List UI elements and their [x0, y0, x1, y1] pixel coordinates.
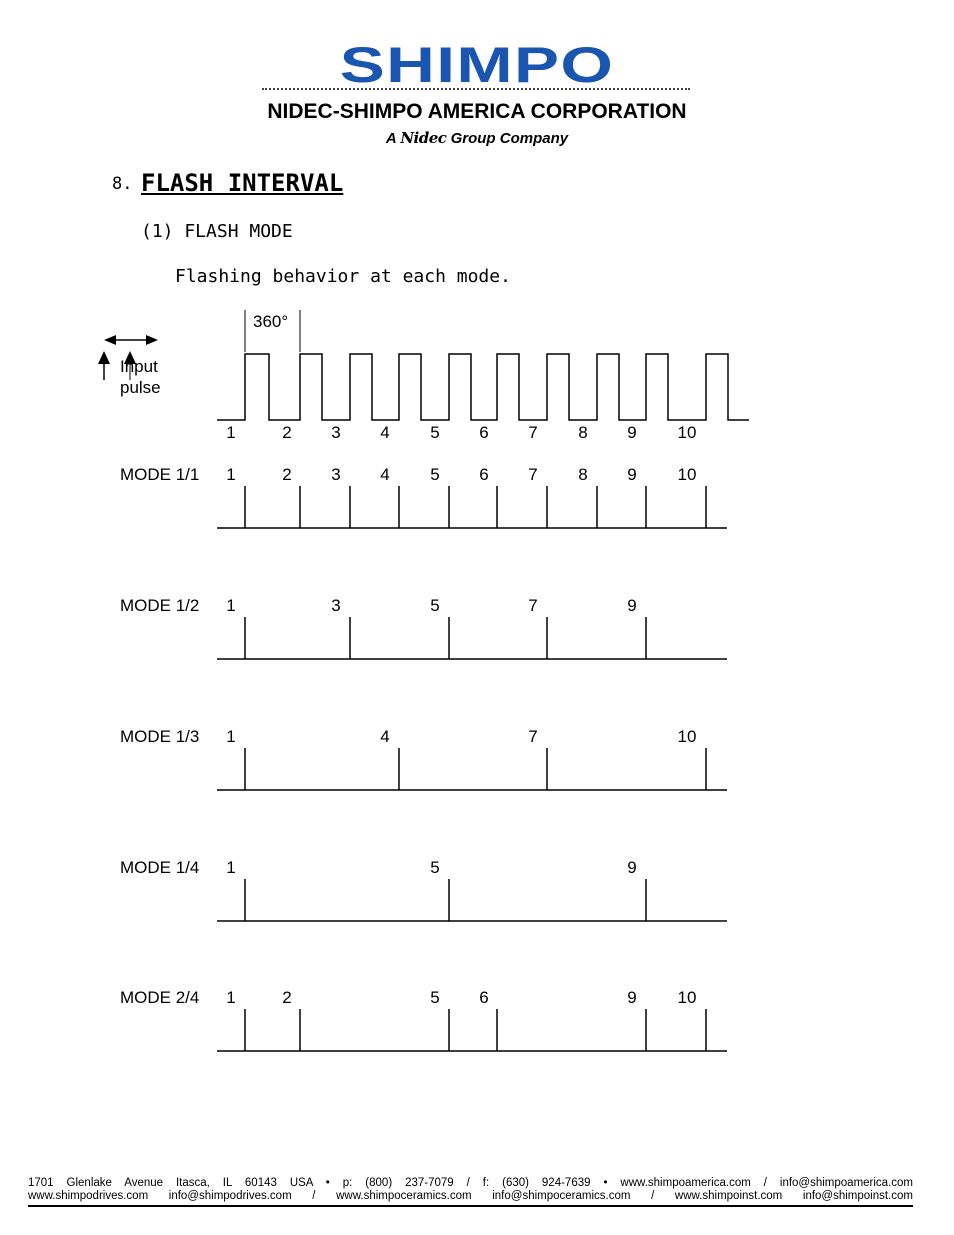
flash-number: 5	[430, 465, 440, 484]
nidec-logo: Nidec	[400, 129, 447, 147]
flash-number: 5	[430, 858, 440, 877]
footer-rule	[28, 1205, 913, 1207]
flash-number: 4	[380, 465, 390, 484]
flash-number: 1	[226, 727, 236, 746]
company-name: NIDEC-SHIMPO AMERICA CORPORATION	[267, 100, 687, 123]
flash-number: 8	[578, 465, 588, 484]
input-pulse-waveform	[217, 354, 749, 420]
mode-row	[120, 596, 727, 659]
footer-websites: www.shimpodrives.com info@shimpodrives.com / www.shimpoceramics.com info@shimpoceramics.com / www.shimpoinst.com info@shimpoinst.com	[28, 1190, 913, 1202]
pulse-numbers	[226, 423, 696, 442]
logo-divider	[262, 88, 690, 90]
flash-number: 3	[331, 465, 341, 484]
pulse-number: 6	[479, 423, 489, 442]
flash-number: 6	[479, 465, 489, 484]
pulse-number: 3	[331, 423, 341, 442]
flash-number: 10	[677, 465, 697, 484]
tagline-suffix: Group Company	[450, 130, 569, 147]
mode-row	[120, 727, 727, 790]
company-tagline	[0, 129, 954, 147]
pulse-number: 7	[528, 423, 538, 442]
flash-number: 7	[528, 596, 538, 615]
mode-label: MODE 1/3	[120, 727, 200, 746]
left-arrowhead-icon	[104, 335, 116, 345]
flash-number: 2	[282, 465, 292, 484]
mode-row	[120, 465, 727, 528]
flash-number: 7	[528, 727, 538, 746]
section-description: Flashing behavior at each mode.	[175, 266, 511, 287]
flash-number: 10	[677, 727, 697, 746]
flash-number: 7	[528, 465, 538, 484]
mode-label: MODE 1/2	[120, 596, 200, 615]
pulse-number: 1	[226, 423, 236, 442]
flash-number: 5	[430, 988, 440, 1007]
mode-row	[120, 858, 727, 921]
pulse-number: 9	[627, 423, 637, 442]
flash-number: 3	[331, 596, 341, 615]
mode-label: MODE 1/1	[120, 465, 200, 484]
mode-label: MODE 1/4	[120, 858, 200, 877]
flash-mode-diagram	[0, 300, 954, 1080]
flash-number: 1	[226, 988, 236, 1007]
section-number: 8.	[112, 174, 133, 194]
flash-number: 9	[627, 988, 637, 1007]
flash-number: 5	[430, 596, 440, 615]
flash-number: 10	[677, 988, 697, 1007]
pulse-number: 8	[578, 423, 588, 442]
right-arrowhead-icon	[146, 335, 158, 345]
input-label: Input	[120, 357, 158, 376]
up-arrowhead-icon	[98, 351, 110, 364]
flash-number: 6	[479, 988, 489, 1007]
pulse-number: 10	[677, 423, 697, 442]
mode-label: MODE 2/4	[120, 988, 200, 1007]
pulse-number: 5	[430, 423, 440, 442]
flash-number: 1	[226, 596, 236, 615]
input-label: pulse	[120, 378, 161, 397]
flash-number: 4	[380, 727, 390, 746]
pulse-number: 4	[380, 423, 390, 442]
mode-rows	[120, 465, 727, 1051]
tagline-prefix: A	[385, 130, 397, 147]
section-title: FLASH INTERVAL	[141, 169, 344, 197]
period-label: 360°	[253, 312, 289, 331]
flash-number: 1	[226, 465, 236, 484]
flash-number: 9	[627, 596, 637, 615]
footer-address: 1701 Glenlake Avenue Itasca, IL 60143 USA • p: (800) 237-7079 / f: (630) 924-7639 • www.shimpoamerica.com / info@shimpoamerica.com	[28, 1177, 913, 1189]
shimpo-logo: SHIMPO	[339, 37, 615, 93]
flash-number: 1	[226, 858, 236, 877]
pulse-number: 2	[282, 423, 292, 442]
subsection-title: (1) FLASH MODE	[141, 221, 293, 242]
flash-number: 9	[627, 858, 637, 877]
flash-number: 2	[282, 988, 292, 1007]
flash-number: 9	[627, 465, 637, 484]
mode-row	[120, 988, 727, 1051]
input-pulse-line	[217, 354, 749, 420]
